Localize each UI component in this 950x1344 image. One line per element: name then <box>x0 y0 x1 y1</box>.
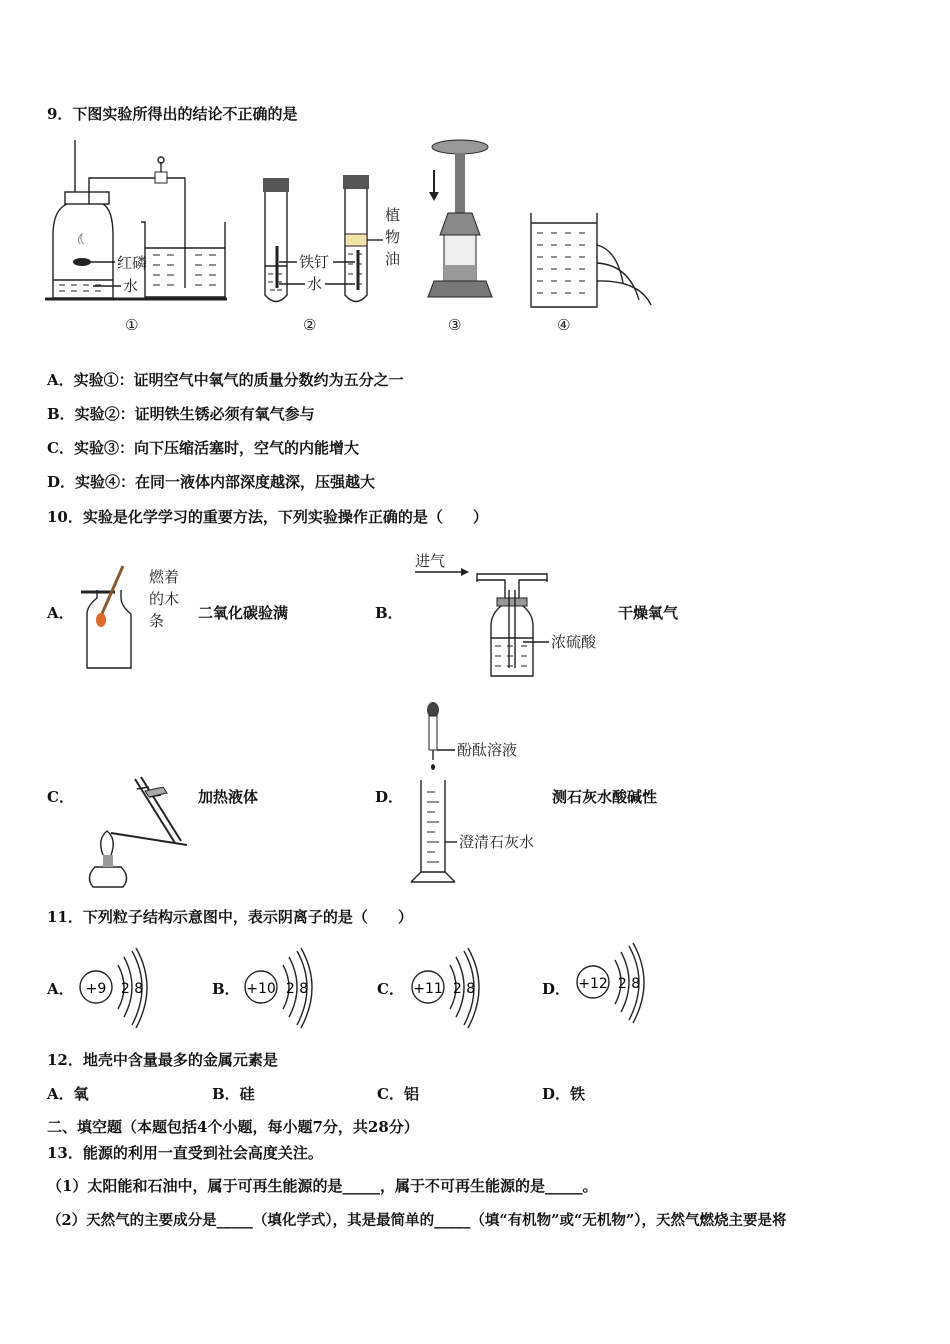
label-burning-3: 条 <box>149 612 165 630</box>
label-num-4: ④ <box>557 316 571 334</box>
q9-option-b[interactable]: B．实验②：证明铁生锈必须有氧气参与 <box>47 405 315 423</box>
q10-figure-a <box>75 562 195 674</box>
q11-atom-d <box>575 940 655 1025</box>
q9-option-d[interactable]: D．实验④：在同一液体内部深度越深，压强越大 <box>47 473 376 491</box>
q11-atom-c <box>410 945 490 1030</box>
q9-option-a[interactable]: A．实验①：证明空气中氧气的质量分数约为五分之一 <box>47 371 404 389</box>
shells-a: 2 8 <box>120 981 144 997</box>
label-water-1: 水 <box>123 277 139 295</box>
q9-option-c[interactable]: C．实验③：向下压缩活塞时，空气的内能增大 <box>47 439 359 457</box>
label-iron-nail: 铁钉 <box>299 253 330 271</box>
q9-title: 9．下图实验所得出的结论不正确的是 <box>47 105 298 123</box>
q10-option-a-letter[interactable]: A． <box>47 604 74 622</box>
label-num-3: ③ <box>448 316 462 334</box>
q10-option-b-letter[interactable]: B． <box>375 604 403 622</box>
q10-option-c-letter[interactable]: C． <box>47 788 74 806</box>
q12-option-b[interactable]: B．硅 <box>212 1085 255 1103</box>
q13-title: 13．能源的利用一直受到社会高度关注。 <box>47 1144 323 1162</box>
q10-title: 10．实验是化学学习的重要方法，下列实验操作正确的是（ ） <box>47 508 488 526</box>
label-burning-1: 燃着 <box>149 568 180 586</box>
q10-option-a-text: 二氧化碳验满 <box>198 604 289 622</box>
q12-option-c[interactable]: C．铝 <box>377 1085 419 1103</box>
q11-option-c-letter[interactable]: C． <box>377 980 404 998</box>
label-air-in: 进气 <box>415 552 446 570</box>
nucleus-c: +11 <box>413 981 443 997</box>
q10-figure-d <box>405 700 545 885</box>
q9-figure-1 <box>45 140 245 335</box>
q9-figure-4 <box>525 205 665 335</box>
q12-option-a[interactable]: A．氧 <box>47 1085 89 1103</box>
q12-option-d[interactable]: D．铁 <box>542 1085 586 1103</box>
q11-option-d-letter[interactable]: D． <box>542 980 571 998</box>
label-limewater: 澄清石灰水 <box>459 833 535 851</box>
q9-figure-2 <box>255 170 415 335</box>
q10-figure-c <box>75 775 200 890</box>
shells-b: 2 8 <box>285 981 309 997</box>
label-oil-1: 植 <box>385 206 401 224</box>
q12-title: 12．地壳中含量最多的金属元素是 <box>47 1051 278 1069</box>
nucleus-a: +9 <box>85 981 107 997</box>
q10-figure-b <box>405 550 615 682</box>
q10-option-d-text: 测石灰水酸碱性 <box>552 788 658 806</box>
label-phenolphthalein: 酚酞溶液 <box>457 741 518 759</box>
q10-option-c-text: 加热液体 <box>198 788 259 806</box>
nucleus-b: +10 <box>246 981 276 997</box>
shells-d: 2 8 <box>617 976 641 992</box>
q10-option-d-letter[interactable]: D． <box>375 788 404 806</box>
q11-atom-b <box>243 945 323 1030</box>
label-oil-2: 物 <box>385 228 401 246</box>
q11-title: 11．下列粒子结构示意图中，表示阴离子的是（ ） <box>47 908 413 926</box>
label-red-phosphorus: 红磷 <box>117 254 148 272</box>
q11-option-a-letter[interactable]: A． <box>47 980 74 998</box>
label-oil-3: 油 <box>385 250 401 268</box>
q13-part-2: （2）天然气的主要成分是_____（填化学式），其是最简单的_____（填“有机物”或“无机物”），天然气燃烧主要是将 <box>47 1212 787 1229</box>
label-num-1: ① <box>125 316 139 334</box>
q9-figure-3 <box>420 135 500 335</box>
q10-option-b-text: 干燥氧气 <box>618 604 679 622</box>
shells-c: 2 8 <box>452 981 476 997</box>
label-num-2: ② <box>303 316 317 334</box>
label-burning-2: 的木 <box>149 590 180 608</box>
nucleus-d: +12 <box>578 976 608 992</box>
q13-part-1: （1）太阳能和石油中，属于可再生能源的是_____，属于不可再生能源的是_____。 <box>47 1177 598 1195</box>
label-conc-acid: 浓硫酸 <box>551 633 597 651</box>
q11-option-b-letter[interactable]: B． <box>212 980 240 998</box>
section-2-heading: 二、填空题（本题包括4个小题，每小题7分，共28分） <box>47 1118 419 1136</box>
q11-atom-a <box>78 945 158 1030</box>
label-water-2: 水 <box>307 275 323 293</box>
